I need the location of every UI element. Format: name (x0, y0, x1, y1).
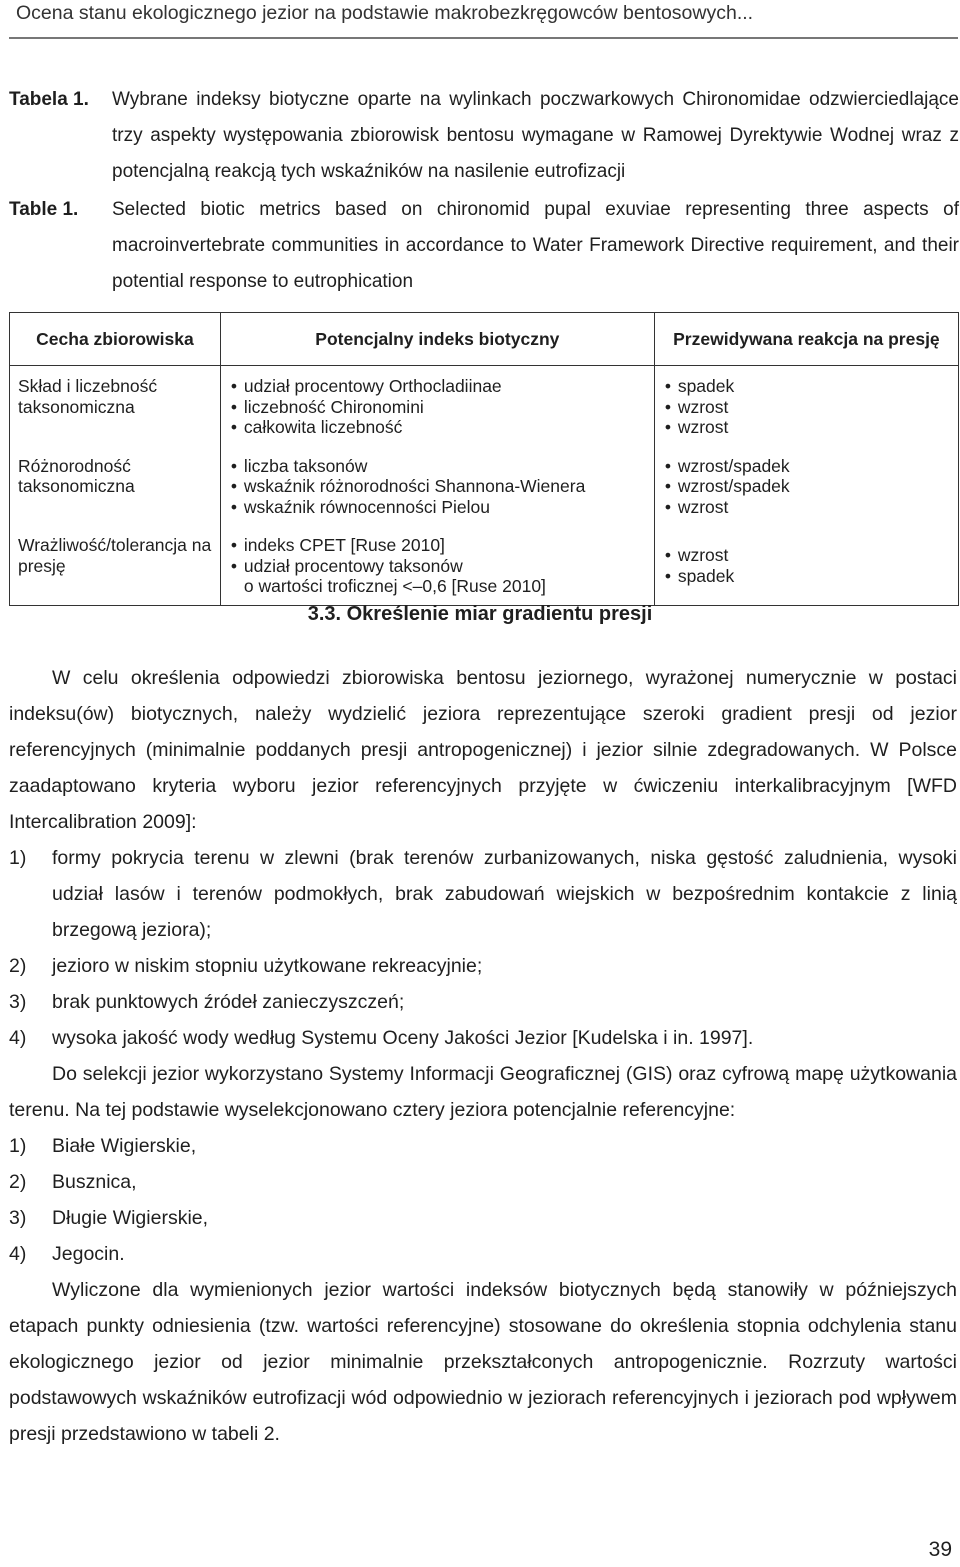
list-text: Białe Wigierskie, (52, 1135, 197, 1157)
index-cell (220, 525, 654, 605)
table-row (10, 366, 959, 446)
biotic-metrics-table (9, 312, 959, 606)
list-text: wysoka jakość wody według Systemu Oceny Jakości Jezior [Kudelska i in. 1997]. (52, 1027, 754, 1049)
index-item: • udział procentowy taksonów (231, 556, 646, 577)
column-header-feature: Cecha zbiorowiska (10, 313, 221, 366)
table-header-row (10, 313, 959, 366)
index-item: • udział procentowy Orthocladiinae (231, 376, 646, 397)
feature-cell: Skład i liczebność taksonomiczna (10, 366, 221, 446)
list-number: 4) (9, 1027, 27, 1049)
body-text (9, 660, 957, 1452)
list-number: 2) (9, 1171, 27, 1193)
caption-text-polish: Wybrane indeksy biotyczne oparte na wylinkach poczwarkowych Chironomidae odzwierciedlające trzy aspekty występowania zbiorowisk bentosu wymagane w Ramowej Dyrektywie Wodnej wraz z potencjalną reakcją tych wskaźników na nasilenie eutrofizacji (112, 89, 959, 182)
list-text: Jegocin. (52, 1243, 125, 1265)
paragraph: W celu określenia odpowiedzi zbiorowiska bentosu jeziornego, wyrażonej numerycznie w postaci indeksu(ów) biotycznych, należy wydzielić jeziora reprezentujące szeroki gradient presji od jezior referencyjnych (minimalnie poddanych presji antropogenicznej) i jezior silnie zdegradowanych. W Polsce zaadaptowano kryteria wyboru jezior referencyjnych przyjęte w ćwiczeniu interkalibracyjnym [WFD Intercalibration 2009]: (9, 667, 957, 833)
index-cell (220, 446, 654, 526)
caption-label-english: Table 1. (9, 199, 79, 220)
column-header-index: Potencjalny indeks biotyczny (220, 313, 654, 366)
feature-cell: Wrażliwość/tolerancja na presję (10, 525, 221, 605)
paragraph: Wyliczone dla wymienionych jezior wartości indeksów biotycznych będą stanowiły w późniejszych etapach punkty odniesienia (tzw. wartości referencyjne) stosowane do określenia stopnia odchylenia stanu ekologicznego jezior od jezior minimalnie przekształconych antropogenicznie. Rozrzuty wartości podstawowych wskaźników eutrofizacji wód odpowiednio w jeziorach referencyjnych i jeziorach pod wpływem presji przedstawiono w tabeli 2. (9, 1279, 957, 1445)
index-item: • wskaźnik różnorodności Shannona-Wienera (231, 476, 646, 497)
table-row (10, 525, 959, 605)
list-number: 3) (9, 991, 27, 1013)
index-item: • indeks CPET [Ruse 2010] (231, 535, 646, 556)
list-number: 1) (9, 1135, 27, 1157)
list-text: Busznica, (52, 1171, 137, 1193)
list-text: formy pokrycia terenu w zlewni (brak terenów zurbanizowanych, niska gęstość zaludnienia, wysoki udział lasów i terenów podmokłych, brak zabudowań wiejskich w bezpośrednim kontakcie z linią brzegową jeziora); (52, 847, 957, 941)
response-cell (654, 446, 958, 526)
list-item (9, 948, 957, 984)
index-item: • liczba taksonów (231, 456, 646, 477)
response-item: • wzrost (665, 397, 950, 418)
response-item: • wzrost (665, 545, 950, 566)
criteria-list (9, 840, 957, 1056)
list-number: 1) (9, 847, 27, 869)
caption-text-english: Selected biotic metrics based on chironomid pupal exuviae representing three aspects of macroinvertebrate communities in accordance to Water Framework Directive requirement, and their potential response to eutrophication (112, 199, 959, 292)
list-number: 3) (9, 1207, 27, 1229)
list-number: 4) (9, 1243, 27, 1265)
index-item: • wskaźnik równocenności Pielou (231, 497, 646, 518)
response-cell (654, 525, 958, 605)
list-item (9, 1164, 957, 1200)
index-cell (220, 366, 654, 446)
list-item (9, 1020, 957, 1056)
response-item: • spadek (665, 566, 950, 587)
list-item (9, 1128, 957, 1164)
response-item: • wzrost/spadek (665, 456, 950, 477)
response-item: • wzrost/spadek (665, 476, 950, 497)
table-caption-polish (9, 82, 959, 190)
list-text: brak punktowych źródeł zanieczyszczeń; (52, 991, 405, 1013)
table-caption-english (9, 192, 959, 300)
list-item (9, 984, 957, 1020)
response-item: • spadek (665, 376, 950, 397)
list-item (9, 1200, 957, 1236)
lakes-list (9, 1128, 957, 1272)
response-item: • wzrost (665, 497, 950, 518)
running-header: Ocena stanu ekologicznego jezior na podstawie makrobezkręgowców bentosowych... (16, 2, 754, 24)
caption-label-polish: Tabela 1. (9, 89, 89, 110)
paragraph: Do selekcji jezior wykorzystano Systemy Informacji Geograficznej (GIS) oraz cyfrową mapę użytkowania terenu. Na tej podstawie wyselekcjonowano cztery jeziora potencjalnie referencyjne: (9, 1063, 957, 1121)
index-item: • całkowita liczebność (231, 417, 646, 438)
header-divider (9, 37, 958, 39)
list-number: 2) (9, 955, 27, 977)
table-row (10, 446, 959, 526)
response-cell (654, 366, 958, 446)
column-header-response: Przewidywana reakcja na presję (654, 313, 958, 366)
list-text: Długie Wigierskie, (52, 1207, 209, 1229)
list-text: jezioro w niskim stopniu użytkowane rekreacyjnie; (52, 955, 483, 977)
index-item: • liczebność Chironomini (231, 397, 646, 418)
list-item (9, 840, 957, 948)
page-number: 39 (928, 1538, 952, 1561)
response-item: • wzrost (665, 417, 950, 438)
feature-cell: Różnorodność taksonomiczna (10, 446, 221, 526)
list-item (9, 1236, 957, 1272)
section-heading: 3.3. Określenie miar gradientu presji (307, 603, 653, 625)
index-item-continuation: o wartości troficznej <–0,6 [Ruse 2010] (243, 576, 546, 596)
